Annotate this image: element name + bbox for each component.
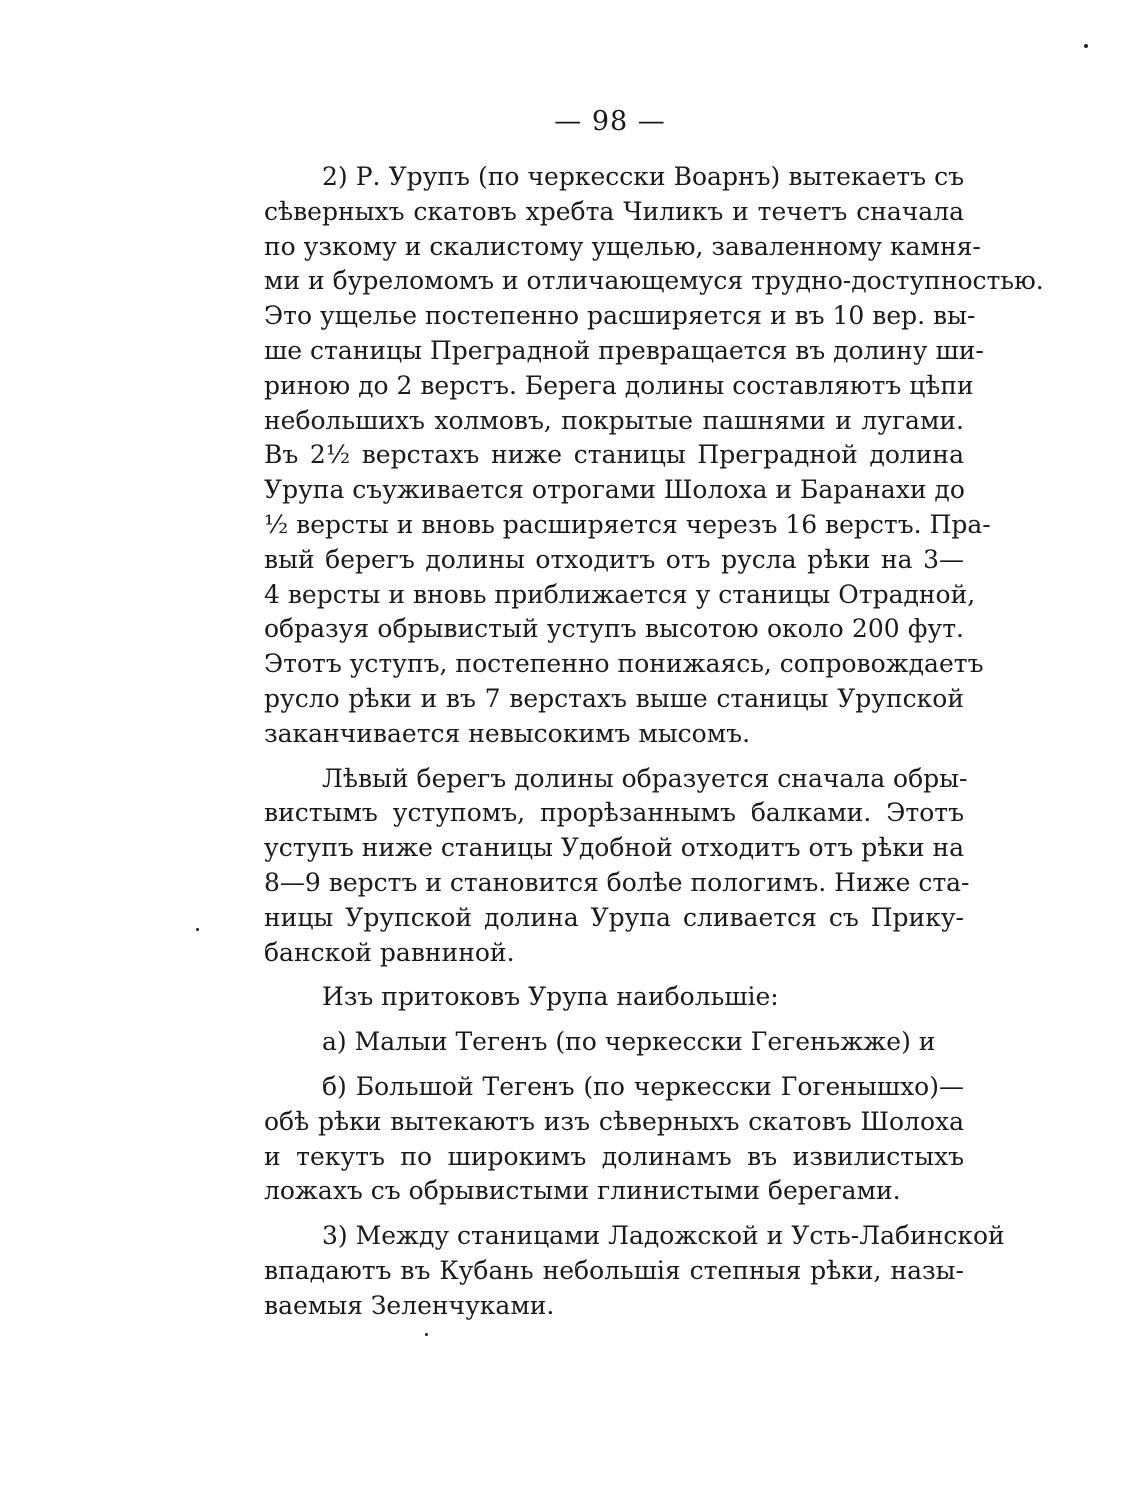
text-line: Это ущелье постепенно расширяется и въ 10 вер. вы- bbox=[264, 301, 976, 331]
text-line: Этотъ уступъ, постепенно понижаясь, сопровождаетъ bbox=[264, 649, 984, 679]
text-line: Въ 2½ верстахъ ниже станицы Преградной долина bbox=[264, 440, 964, 470]
text-line: небольшихъ холмовъ, покрытые пашнями и лугами. bbox=[264, 405, 964, 435]
text-line: а) Малыи Тегенъ (по черкесски Гегеньжже) и bbox=[322, 1027, 936, 1057]
text-line: русло рѣки и въ 7 верстахъ выше станицы Урупской bbox=[264, 683, 964, 713]
text-line: 4 версты и вновь приближается у станицы Отрадной, bbox=[264, 579, 976, 609]
text-line: банской равниной. bbox=[264, 937, 515, 967]
text-line: риною до 2 верстъ. Берега долины составляютъ цѣпи bbox=[264, 370, 974, 400]
text-line: 8—9 верстъ и становится болѣе пологимъ. Ниже ста- bbox=[264, 867, 970, 897]
text-line: вый берегъ долины отходитъ отъ русла рѣки на 3— bbox=[264, 544, 964, 574]
paragraph-item-a bbox=[264, 1025, 964, 1060]
paragraph-item-b bbox=[264, 1070, 964, 1209]
text-line: уступъ ниже станицы Удобной отходитъ отъ рѣки на bbox=[264, 833, 965, 863]
text-line: 3) Между станицами Ладожской и Усть-Лабинской bbox=[322, 1221, 1005, 1251]
body-text bbox=[264, 160, 1044, 1324]
text-line: сѣверныхъ скатовъ хребта Чиликъ и течетъ сначала bbox=[264, 196, 964, 226]
text-line: 2) Р. Урупъ (по черкесски Воарнъ) вытекаетъ съ bbox=[322, 162, 964, 191]
text-line: Изъ притоковъ Урупа наибольшіе: bbox=[322, 982, 779, 1012]
text-line: Лѣвый берегъ долины образуется сначала обры- bbox=[322, 763, 968, 793]
paragraph-urup bbox=[264, 160, 1044, 752]
text-line: ницы Урупской долина Урупа сливается съ Прику- bbox=[264, 902, 964, 932]
text-line: обѣ рѣки вытекаютъ изъ сѣверныхъ скатовъ Шолоха bbox=[264, 1106, 964, 1136]
text-line: по узкому и скалистому ущелью, заваленному камня- bbox=[264, 231, 981, 261]
page-number: — 98 — bbox=[554, 106, 666, 137]
paragraph-zelenchuk bbox=[264, 1219, 1005, 1323]
text-line: ½ версты и вновь расширяется черезъ 16 верстъ. Пра- bbox=[264, 509, 991, 539]
scan-speck bbox=[425, 1333, 428, 1336]
text-line: и текутъ по широкимъ долинамъ въ извилистыхъ bbox=[264, 1141, 964, 1171]
scan-speck bbox=[1084, 44, 1088, 48]
text-line: Урупа съуживается отрогами Шолоха и Баранахи до bbox=[264, 475, 965, 505]
paragraph-tributaries-intro bbox=[264, 980, 964, 1015]
text-line: б) Большой Тегенъ (по черкесски Гогенышхо)— bbox=[322, 1071, 964, 1101]
text-line: ше станицы Преградной превращается въ долину ши- bbox=[264, 335, 984, 365]
text-line: заканчивается невысокимъ мысомъ. bbox=[264, 718, 751, 748]
scan-speck bbox=[196, 928, 199, 931]
text-line: ми и буреломомъ и отличающемуся трудно-доступностью. bbox=[264, 266, 1044, 296]
text-line: ложахъ съ обрывистыми глинистыми берегами. bbox=[264, 1176, 901, 1206]
text-line: образуя обрывистый уступъ высотою около 200 фут. bbox=[264, 614, 964, 644]
text-line: вистымъ уступомъ, прорѣзаннымъ балками. Этотъ bbox=[264, 798, 964, 828]
text-line: ваемыя Зеленчуками. bbox=[264, 1290, 555, 1320]
text-line: впадаютъ въ Кубань небольшія степныя рѣки, назы- bbox=[264, 1255, 964, 1285]
paragraph-left-bank bbox=[264, 762, 970, 971]
